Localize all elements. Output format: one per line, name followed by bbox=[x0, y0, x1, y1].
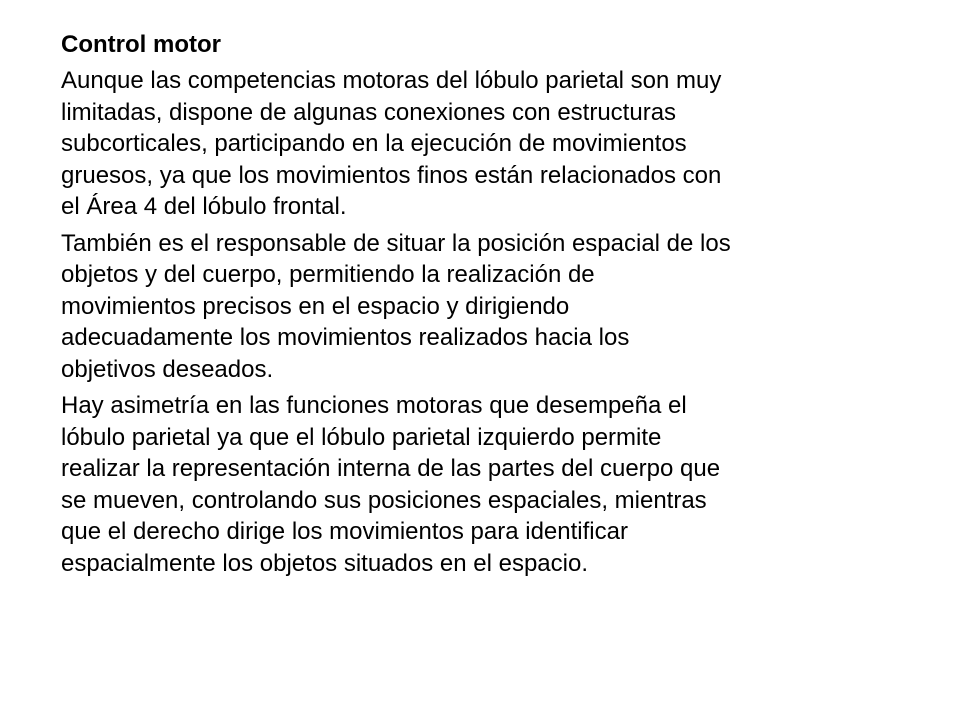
text-line: lóbulo parietal ya que el lóbulo parietal izquierdo permite bbox=[61, 423, 662, 451]
text-line: subcorticales, participando en la ejecución de movimientos bbox=[61, 130, 687, 157]
paragraph-intro bbox=[61, 65, 909, 223]
text-line: objetos y del cuerpo, permitiendo la realización de bbox=[61, 261, 595, 288]
text-line: movimientos precisos en el espacio y dirigiendo bbox=[61, 292, 570, 320]
text-line: realizar la representación interna de las partes del cuerpo que bbox=[61, 455, 721, 482]
text-line: se mueven, controlando sus posiciones espaciales, mientras bbox=[61, 486, 707, 514]
text-line: espacialmente los objetos situados en el espacio. bbox=[61, 549, 588, 577]
text-line: el Área 4 del lóbulo frontal. bbox=[61, 193, 347, 220]
text-line: que el derecho dirige los movimientos para identificar bbox=[61, 518, 628, 545]
text-line: adecuadamente los movimientos realizados hacia los bbox=[61, 324, 630, 351]
text-line: limitadas, dispone de algunas conexiones con estructuras bbox=[61, 98, 677, 126]
slide-content bbox=[61, 28, 909, 584]
text-line: Aunque las competencias motoras del lóbulo parietal son muy bbox=[61, 67, 722, 94]
text-line: También es el responsable de situar la posición espacial de los bbox=[61, 229, 731, 257]
slide-title: Control motor bbox=[61, 31, 221, 58]
text-line: Hay asimetría en las funciones motoras que desempeña el bbox=[61, 392, 687, 419]
paragraph-asymmetry bbox=[61, 390, 909, 579]
text-line: gruesos, ya que los movimientos finos están relacionados con bbox=[61, 161, 722, 189]
paragraph-spatial-position bbox=[61, 228, 909, 386]
text-line: objetivos deseados. bbox=[61, 355, 274, 383]
